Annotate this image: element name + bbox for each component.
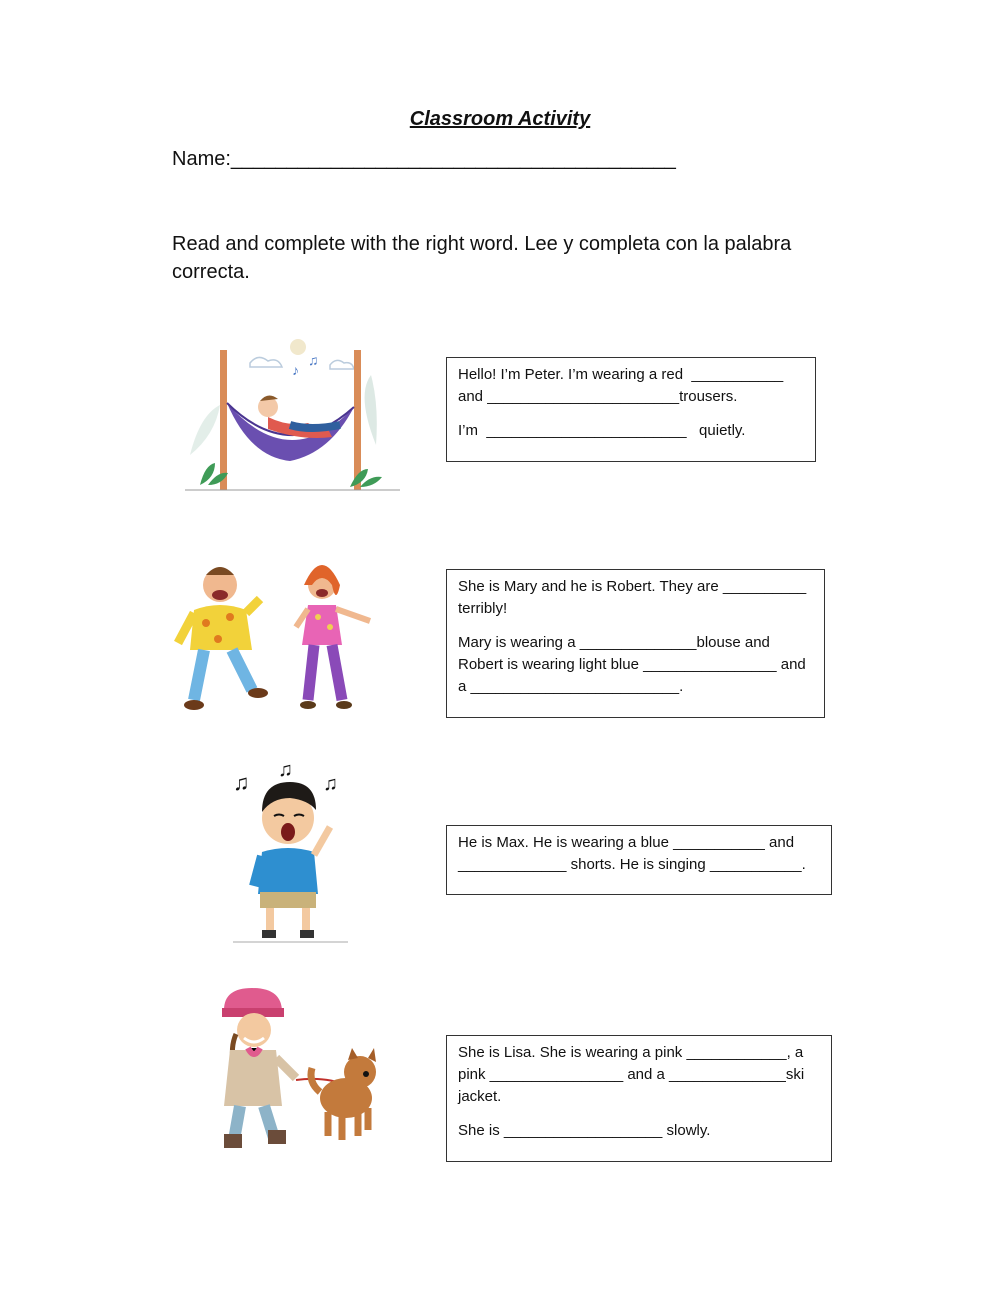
exercise-box-1 (446, 357, 816, 462)
instructions-text: Read and complete with the right word. Lee y completa con la palabra correcta. (172, 233, 792, 283)
exercise-4-line-1: She is Lisa. She is wearing a pink ____________, a pink ________________ and a ______________ski jacket. (458, 1044, 809, 1105)
name-field-line[interactable]: Name:________________________________________ (172, 148, 676, 170)
exercise-2-line-2: Mary is wearing a ______________blouse and Robert is wearing light blue ________________ and a _________________________. (458, 634, 810, 695)
exercise-2-line-1: She is Mary and he is Robert. They are __________ terribly! (458, 578, 811, 617)
svg-text:♫: ♫ (323, 773, 338, 795)
exercise-box-4 (446, 1035, 832, 1162)
exercise-box-2 (446, 569, 825, 718)
boy-singing-icon (228, 760, 353, 945)
man-in-hammock-listening-music-icon (180, 335, 405, 495)
exercise-box-3 (446, 825, 832, 895)
exercise-1-line-2: I’m ________________________ quietly. (458, 422, 746, 439)
exercise-1-line-1: Hello! I’m Peter. I’m wearing a red ___________ and _______________________trousers. (458, 366, 788, 405)
svg-text:♫: ♫ (308, 352, 319, 368)
dancing-couple-icon (172, 555, 387, 715)
exercise-3-line-1: He is Max. He is wearing a blue ___________ and _____________ shorts. He is singing ___________. (458, 834, 806, 873)
svg-text:♫: ♫ (233, 770, 250, 795)
exercise-4-line-2: She is ___________________ slowly. (458, 1122, 711, 1139)
svg-text:♪: ♪ (292, 362, 299, 378)
girl-walking-dog-icon (218, 988, 388, 1158)
svg-text:♫: ♫ (278, 760, 293, 781)
worksheet-title: Classroom Activity (409, 108, 591, 130)
